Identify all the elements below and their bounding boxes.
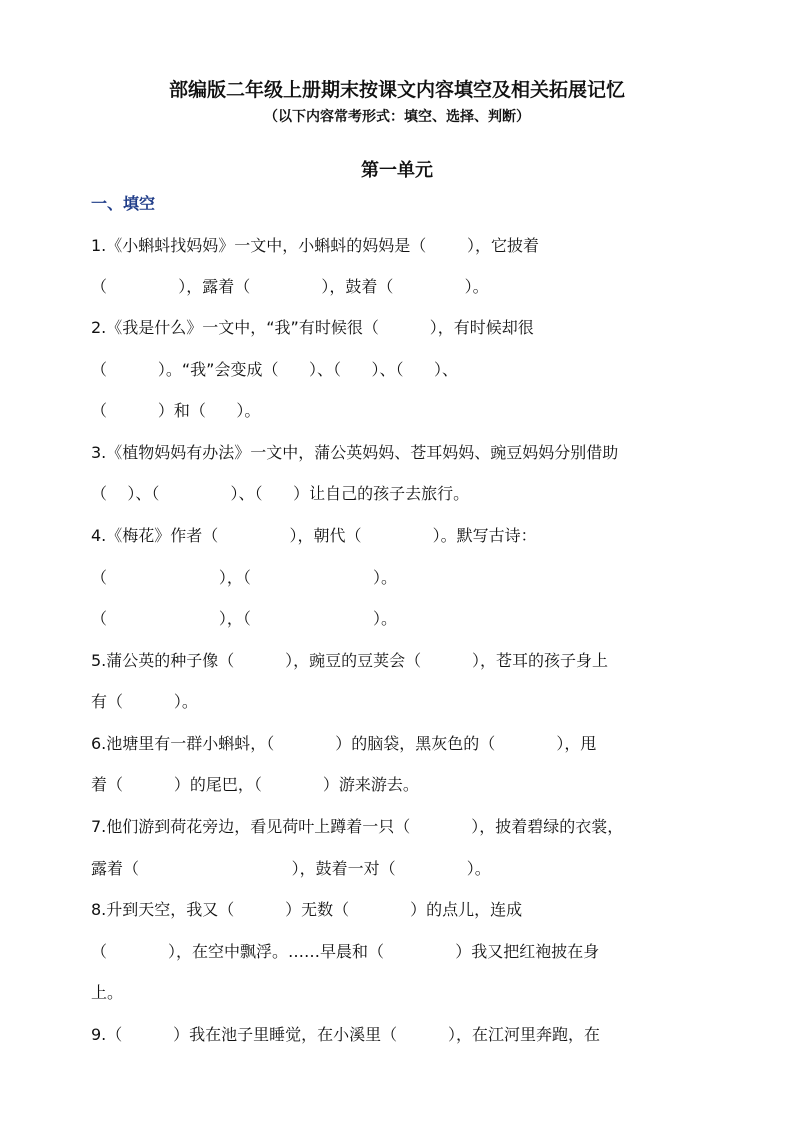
question-line: （ ）、（ ）、（ ）让自己的孩子去旅行。: [91, 484, 470, 503]
question-line: 上。: [91, 983, 124, 1002]
question-line: （ ）。“我”会变成（ ）、（ ）、（ ）、: [91, 360, 458, 379]
question-line: （ ），（ ）。: [91, 568, 397, 587]
question-line: 3.《植物妈妈有办法》一文中，蒲公英妈妈、苍耳妈妈、豌豆妈妈分别借助: [91, 443, 619, 462]
section-heading: 一、填空: [91, 194, 156, 213]
question-line: 8.升到天空，我又（ ）无数（ ）的点儿，连成: [91, 900, 523, 919]
document-subtitle: （以下内容常考形式：填空、选择、判断）: [264, 109, 530, 125]
question-line: 露着（ ），鼓着一对（ ）。: [91, 859, 491, 878]
question-line: （ ），在空中飘浮。……早晨和（ ）我又把红袍披在身: [91, 942, 600, 961]
question-line: 着（ ）的尾巴，（ ）游来游去。: [91, 775, 419, 794]
question-line: （ ），露着（ ），鼓着（ ）。: [91, 277, 489, 296]
question-line: 7.他们游到荷花旁边，看见荷叶上蹲着一只（ ），披着碧绿的衣裳，: [91, 817, 624, 836]
question-line: 4.《梅花》作者（ ），朝代（ ）。默写古诗：: [91, 526, 537, 545]
question-line: （ ）和（ ）。: [91, 401, 261, 420]
question-line: （ ），（ ）。: [91, 609, 397, 628]
question-line: 有（ ）。: [91, 692, 198, 711]
question-line: 2.《我是什么》一文中，“我”有时候很（ ），有时候却很: [91, 318, 534, 337]
question-line: 9.（ ）我在池子里睡觉，在小溪里（ ），在江河里奔跑，在: [91, 1025, 600, 1044]
unit-heading: 第一单元: [361, 160, 433, 181]
question-line: 5.蒲公英的种子像（ ），豌豆的豆荚会（ ），苍耳的孩子身上: [91, 651, 608, 670]
document-title: 部编版二年级上册期末按课文内容填空及相关拓展记忆: [168, 79, 625, 101]
question-line: 1.《小蝌蚪找妈妈》一文中，小蝌蚪的妈妈是（ ），它披着: [91, 236, 539, 255]
question-line: 6.池塘里有一群小蝌蚪，（ ）的脑袋，黑灰色的（ ），甩: [91, 734, 597, 753]
